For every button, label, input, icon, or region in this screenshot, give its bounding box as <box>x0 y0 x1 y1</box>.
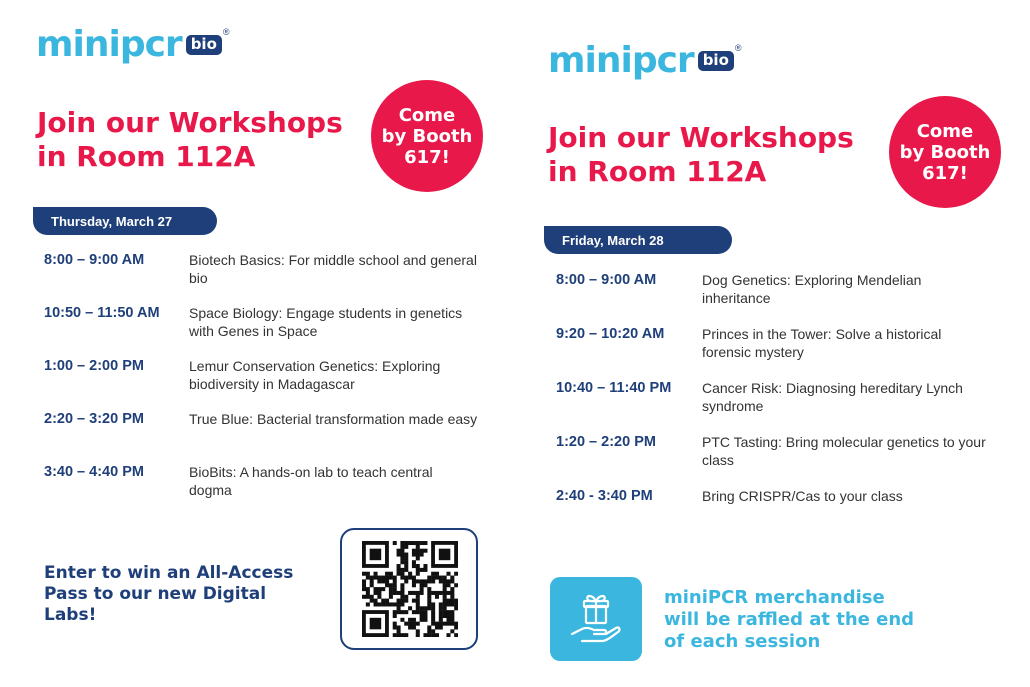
session-time: 10:40 – 11:40 PM <box>556 380 672 396</box>
logo-registered: ® <box>222 27 230 37</box>
session-row <box>44 251 479 287</box>
session-row <box>556 433 992 469</box>
gift-tile <box>550 577 642 661</box>
raffle-text <box>44 563 293 626</box>
qr-code-icon[interactable] <box>362 541 458 637</box>
session-time: 8:00 – 9:00 AM <box>556 272 657 288</box>
headline-line-1: Join our Workshops <box>37 106 343 139</box>
session-row <box>556 325 992 361</box>
booth-line-3: 617! <box>922 162 968 184</box>
raffle-line-1: Enter to win an All-Access <box>44 563 294 583</box>
headline <box>548 121 854 189</box>
session-row <box>44 304 479 340</box>
session-time: 2:20 – 3:20 PM <box>44 411 144 427</box>
logo-registered: ® <box>734 43 742 53</box>
minipcr-logo <box>548 40 742 81</box>
session-time: 10:50 – 11:50 AM <box>44 305 160 321</box>
merch-line-3: of each session <box>664 631 821 652</box>
session-row <box>556 271 992 307</box>
day-label: Friday, March 28 <box>544 226 732 254</box>
booth-badge <box>371 80 483 192</box>
headline-line-2: in Room 112A <box>37 140 256 173</box>
logo-text: minipcr <box>548 40 694 81</box>
session-title: Lemur Conservation Genetics: Exploring biodiversity in Madagascar <box>189 358 441 392</box>
booth-line-3: 617! <box>404 146 450 168</box>
booth-badge <box>889 96 1001 208</box>
session-title: Space Biology: Engage students in genetics with Genes in Space <box>189 305 463 339</box>
session-row <box>556 379 992 415</box>
day-label: Thursday, March 27 <box>33 207 217 235</box>
booth-line-1: Come <box>916 120 974 142</box>
session-title: Dog Genetics: Exploring Mendelian inheritance <box>702 272 922 306</box>
session-title: Biotech Basics: For middle school and general bio <box>189 252 477 286</box>
headline <box>37 106 343 174</box>
minipcr-logo <box>36 24 230 65</box>
merch-line-2: will be raffled at the end <box>664 609 915 630</box>
session-title: Cancer Risk: Diagnosing hereditary Lynch syndrome <box>702 380 963 414</box>
raffle-line-2: Pass to our new Digital <box>44 584 267 604</box>
merch-line-1: miniPCR merchandise <box>664 587 885 608</box>
logo-badge: bio <box>186 35 222 55</box>
logo-badge: bio <box>698 51 734 71</box>
session-time: 2:40 - 3:40 PM <box>556 488 653 504</box>
headline-line-2: in Room 112A <box>548 155 767 188</box>
session-title: Princes in the Tower: Solve a historical forensic mystery <box>702 326 942 360</box>
merch-text <box>664 587 914 653</box>
session-row <box>44 357 479 393</box>
session-time: 1:00 – 2:00 PM <box>44 358 144 374</box>
session-time: 1:20 – 2:20 PM <box>556 434 656 450</box>
session-title: PTC Tasting: Bring molecular genetics to your class <box>702 434 986 468</box>
qr-bubble <box>340 528 478 650</box>
booth-line-2: by Booth <box>899 141 991 163</box>
session-row <box>556 487 992 505</box>
raffle-line-3: Labs! <box>44 605 97 625</box>
headline-line-1: Join our Workshops <box>548 121 854 154</box>
session-time: 8:00 – 9:00 AM <box>44 252 145 268</box>
gift-in-hand-icon <box>566 590 626 648</box>
session-time: 9:20 – 10:20 AM <box>556 326 665 342</box>
session-row <box>44 410 479 428</box>
session-title: Bring CRISPR/Cas to your class <box>702 488 903 504</box>
session-time: 3:40 – 4:40 PM <box>44 464 144 480</box>
session-title: True Blue: Bacterial transformation made easy <box>189 411 478 427</box>
booth-line-1: Come <box>398 104 456 126</box>
logo-text: minipcr <box>36 24 182 65</box>
session-title: BioBits: A hands-on lab to teach central dogma <box>189 464 433 498</box>
booth-line-2: by Booth <box>381 125 473 147</box>
session-row <box>44 463 479 499</box>
